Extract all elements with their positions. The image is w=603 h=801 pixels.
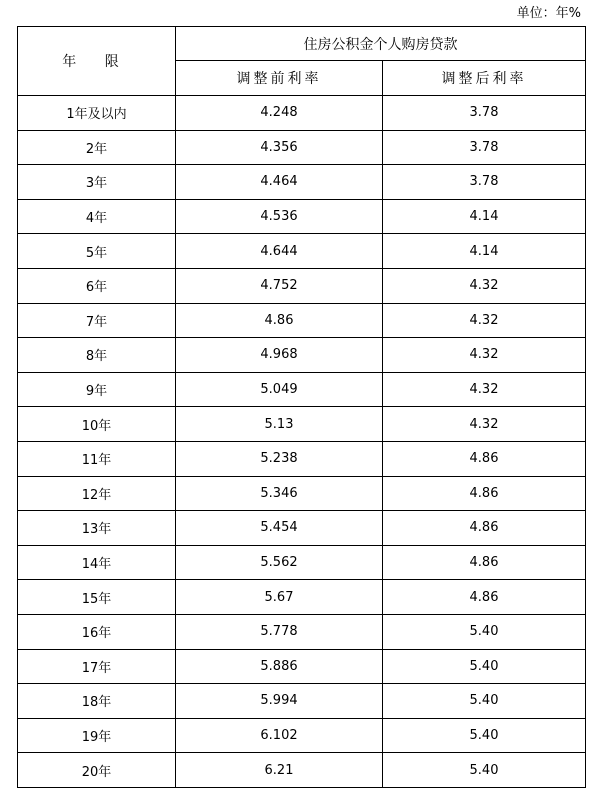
rate-before-cell: 4.752 bbox=[176, 268, 383, 303]
term-cell: 18年 bbox=[18, 684, 176, 719]
term-cell: 16年 bbox=[18, 614, 176, 649]
term-cell: 4年 bbox=[18, 199, 176, 234]
term-cell: 2年 bbox=[18, 130, 176, 165]
table-row bbox=[18, 372, 586, 407]
rate-after-cell: 4.86 bbox=[383, 511, 586, 546]
rate-after-cell: 4.32 bbox=[383, 372, 586, 407]
term-header: 年 限 bbox=[18, 27, 176, 96]
rate-table bbox=[17, 26, 586, 788]
unit-note: 单位：年% bbox=[516, 6, 581, 21]
rate-after-cell: 5.40 bbox=[383, 718, 586, 753]
term-cell: 14年 bbox=[18, 545, 176, 580]
rate-after-cell: 4.86 bbox=[383, 545, 586, 580]
rate-before-cell: 5.346 bbox=[176, 476, 383, 511]
rate-after-cell: 4.14 bbox=[383, 199, 586, 234]
term-cell: 7年 bbox=[18, 303, 176, 338]
table-row bbox=[18, 511, 586, 546]
rate-after-cell: 3.78 bbox=[383, 130, 586, 165]
table-row bbox=[18, 199, 586, 234]
table-row bbox=[18, 545, 586, 580]
rate-before-cell: 6.102 bbox=[176, 718, 383, 753]
term-cell: 9年 bbox=[18, 372, 176, 407]
rate-after-cell: 4.14 bbox=[383, 234, 586, 269]
rate-before-cell: 6.21 bbox=[176, 753, 383, 788]
rate-before-cell: 4.968 bbox=[176, 338, 383, 373]
rate-before-cell: 5.778 bbox=[176, 614, 383, 649]
rate-after-cell: 4.32 bbox=[383, 268, 586, 303]
rate-after-cell: 5.40 bbox=[383, 614, 586, 649]
term-cell: 19年 bbox=[18, 718, 176, 753]
rate-before-cell: 4.536 bbox=[176, 199, 383, 234]
table-row bbox=[18, 165, 586, 200]
rate-after-cell: 5.40 bbox=[383, 753, 586, 788]
term-cell: 13年 bbox=[18, 511, 176, 546]
rate-before-cell: 5.13 bbox=[176, 407, 383, 442]
rate-before-cell: 5.454 bbox=[176, 511, 383, 546]
table-row bbox=[18, 753, 586, 788]
table-row bbox=[18, 234, 586, 269]
term-cell: 12年 bbox=[18, 476, 176, 511]
rate-before-cell: 4.86 bbox=[176, 303, 383, 338]
table-row bbox=[18, 130, 586, 165]
rate-after-cell: 4.32 bbox=[383, 407, 586, 442]
table-row bbox=[18, 649, 586, 684]
term-cell: 3年 bbox=[18, 165, 176, 200]
term-cell: 1年及以内 bbox=[18, 96, 176, 131]
table-row bbox=[18, 96, 586, 131]
rate-after-cell: 4.86 bbox=[383, 441, 586, 476]
rate-table-body bbox=[18, 96, 586, 788]
table-row bbox=[18, 614, 586, 649]
rate-after-cell: 4.86 bbox=[383, 476, 586, 511]
table-row bbox=[18, 580, 586, 615]
rate-before-cell: 4.356 bbox=[176, 130, 383, 165]
term-cell: 15年 bbox=[18, 580, 176, 615]
table-row bbox=[18, 268, 586, 303]
term-cell: 5年 bbox=[18, 234, 176, 269]
rate-before-cell: 4.248 bbox=[176, 96, 383, 131]
rate-after-cell: 3.78 bbox=[383, 96, 586, 131]
rate-after-cell: 3.78 bbox=[383, 165, 586, 200]
rate-after-header: 调整后利率 bbox=[383, 61, 586, 96]
term-cell: 20年 bbox=[18, 753, 176, 788]
term-cell: 8年 bbox=[18, 338, 176, 373]
table-row bbox=[18, 407, 586, 442]
rate-after-cell: 4.32 bbox=[383, 338, 586, 373]
table-row bbox=[18, 684, 586, 719]
loan-group-header: 住房公积金个人购房贷款 bbox=[176, 27, 586, 61]
term-cell: 17年 bbox=[18, 649, 176, 684]
rate-before-cell: 4.644 bbox=[176, 234, 383, 269]
table-row bbox=[18, 441, 586, 476]
rate-after-cell: 5.40 bbox=[383, 649, 586, 684]
table-row bbox=[18, 303, 586, 338]
term-cell: 11年 bbox=[18, 441, 176, 476]
rate-before-cell: 5.994 bbox=[176, 684, 383, 719]
rate-before-cell: 5.238 bbox=[176, 441, 383, 476]
rate-before-cell: 5.562 bbox=[176, 545, 383, 580]
term-cell: 10年 bbox=[18, 407, 176, 442]
table-row bbox=[18, 338, 586, 373]
rate-before-cell: 5.67 bbox=[176, 580, 383, 615]
rate-before-cell: 5.049 bbox=[176, 372, 383, 407]
rate-before-header: 调整前利率 bbox=[176, 61, 383, 96]
rate-before-cell: 4.464 bbox=[176, 165, 383, 200]
table-row bbox=[18, 718, 586, 753]
rate-after-cell: 4.86 bbox=[383, 580, 586, 615]
rate-after-cell: 4.32 bbox=[383, 303, 586, 338]
rate-before-cell: 5.886 bbox=[176, 649, 383, 684]
rate-after-cell: 5.40 bbox=[383, 684, 586, 719]
term-cell: 6年 bbox=[18, 268, 176, 303]
rate-table-header bbox=[18, 27, 586, 96]
table-row bbox=[18, 476, 586, 511]
